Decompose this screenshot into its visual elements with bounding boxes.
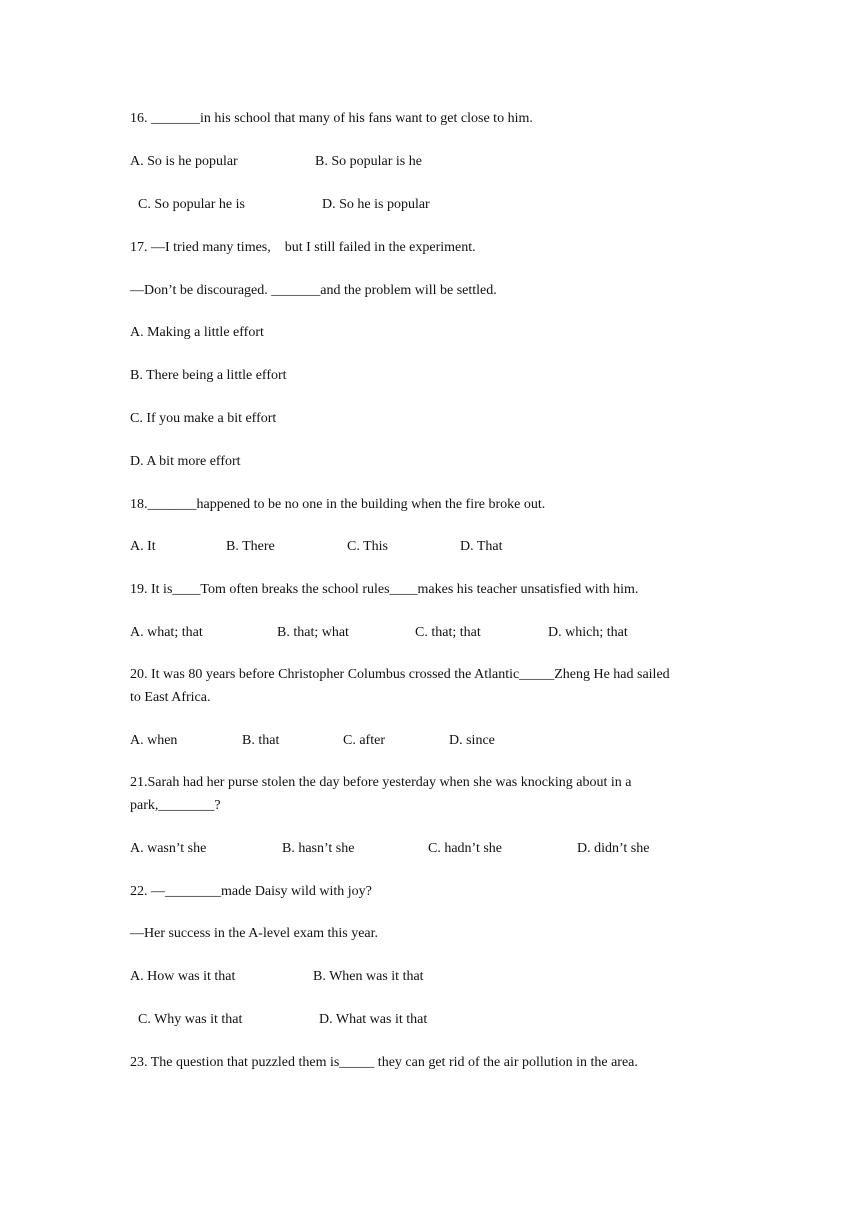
question-17-stem-line-2: —Don’t be discouraged. _______and the problem will be settled. — [130, 283, 497, 298]
question-21-option-b: B. hasn’t she — [282, 841, 355, 856]
question-19-option-a: A. what; that — [130, 625, 203, 640]
question-20-option-c: C. after — [343, 733, 385, 748]
question-18-option-d: D. That — [460, 539, 503, 554]
question-16-option-d: D. So he is popular — [322, 197, 430, 212]
question-20-stem-line-2: to East Africa. — [130, 690, 211, 705]
question-16-option-b: B. So popular is he — [315, 154, 422, 169]
question-21-option-d: D. didn’t she — [577, 841, 650, 856]
question-20-option-b: B. that — [242, 733, 280, 748]
question-21-option-c: C. hadn’t she — [428, 841, 503, 856]
question-18-option-b: B. There — [226, 539, 275, 554]
question-21-stem-line-2: park,________? — [130, 798, 221, 813]
question-18-option-c: C. This — [347, 539, 388, 554]
question-17-option-b: B. There being a little effort — [130, 368, 287, 383]
question-19-option-b: B. that; what — [277, 625, 349, 640]
question-20-stem-line-1: 20. It was 80 years before Christopher Columbus crossed the Atlantic_____Zheng He had sailed — [130, 667, 670, 682]
question-22-stem-line-1: 22. —________made Daisy wild with joy? — [130, 884, 372, 899]
question-17-stem-line-1: 17. —I tried many times, but I still failed in the experiment. — [130, 240, 476, 255]
question-22-option-d: D. What was it that — [319, 1012, 428, 1027]
question-22-option-a: A. How was it that — [130, 969, 236, 984]
question-19-option-d: D. which; that — [548, 625, 628, 640]
question-23-stem: 23. The question that puzzled them is_____ they can get rid of the air pollution in the area. — [130, 1055, 638, 1070]
question-22-option-c: C. Why was it that — [138, 1012, 243, 1027]
question-19-option-c: C. that; that — [415, 625, 481, 640]
question-16-option-c: C. So popular he is — [138, 197, 245, 212]
question-17-option-a: A. Making a little effort — [130, 325, 264, 340]
question-20-option-a: A. when — [130, 733, 178, 748]
question-18-stem: 18._______happened to be no one in the building when the fire broke out. — [130, 497, 546, 512]
question-16-option-a: A. So is he popular — [130, 154, 238, 169]
question-21-option-a: A. wasn’t she — [130, 841, 207, 856]
question-17-option-d: D. A bit more effort — [130, 454, 241, 469]
question-17-option-c: C. If you make a bit effort — [130, 411, 277, 426]
question-20-option-d: D. since — [449, 733, 495, 748]
question-18-option-a: A. It — [130, 539, 156, 554]
question-22-stem-line-2: —Her success in the A-level exam this year. — [130, 926, 379, 941]
question-21-stem-line-1: 21.Sarah had her purse stolen the day before yesterday when she was knocking about in a — [130, 775, 632, 790]
question-19-stem: 19. It is____Tom often breaks the school rules____makes his teacher unsatisfied with him. — [130, 582, 639, 597]
question-22-option-b: B. When was it that — [313, 969, 424, 984]
question-16-stem: 16. _______in his school that many of his fans want to get close to him. — [130, 111, 533, 126]
